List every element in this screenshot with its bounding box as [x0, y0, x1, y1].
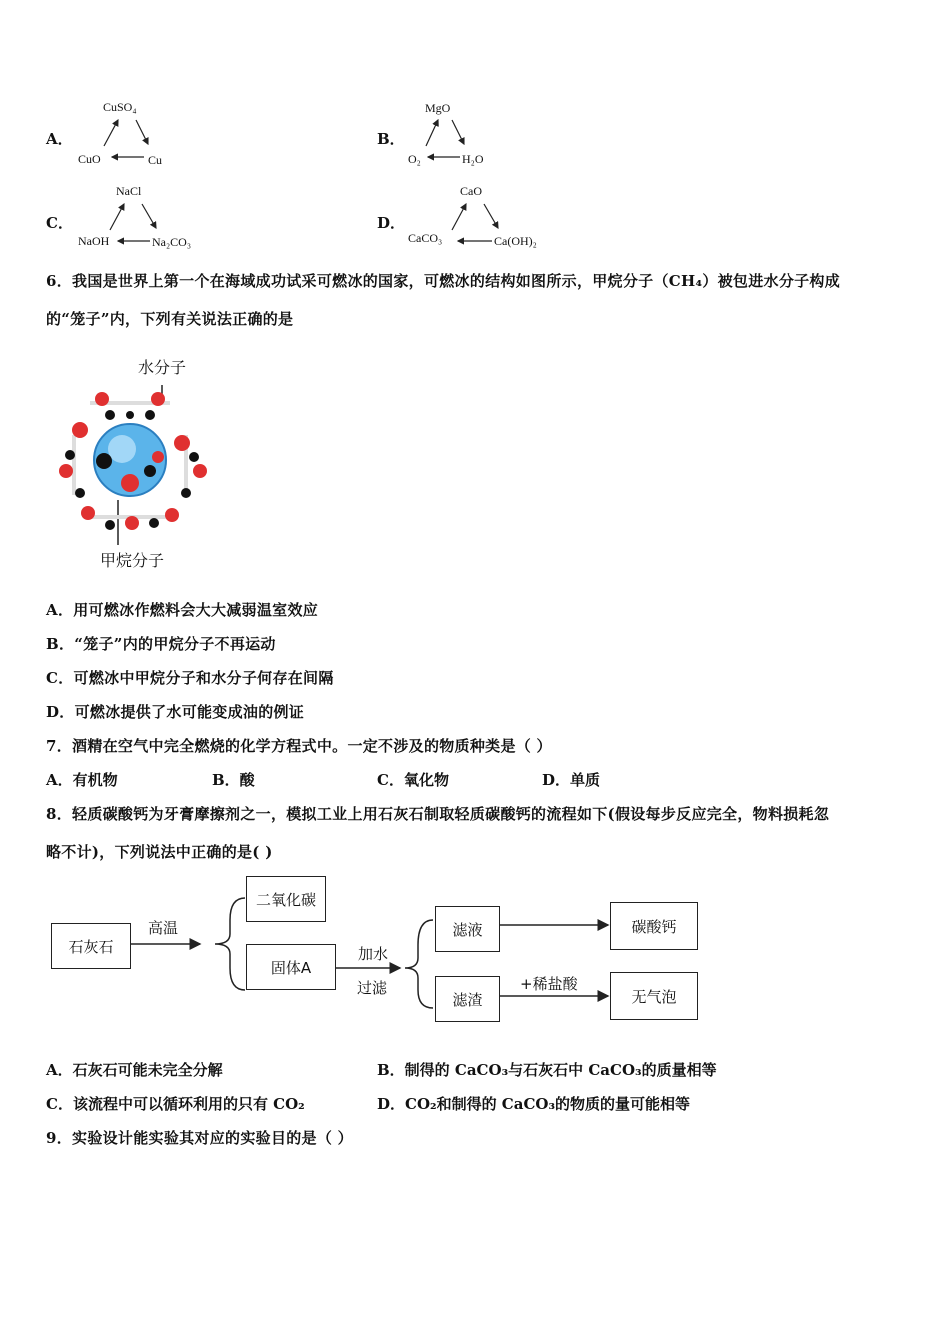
q5-a-arrows	[90, 112, 160, 162]
flow-box-limestone: 石灰石	[51, 923, 131, 969]
q5-b-right: H₂O	[462, 152, 484, 166]
figure-label-methane: 甲烷分子	[100, 551, 165, 570]
flow-label-filter: 过滤	[357, 979, 388, 997]
q6-option-d: D．可燃冰提供了水可能变成油的例证	[46, 703, 305, 721]
q7-option-a: A．有机物	[46, 771, 118, 789]
flow-label-high-temp: 高温	[148, 919, 179, 937]
q8-option-c: C．该流程中可以循环利用的只有 CO₂	[46, 1095, 305, 1113]
q8-option-b: B．制得的 CaCO₃与石灰石中 CaCO₃的质量相等	[377, 1061, 717, 1079]
q5-c-arrows	[96, 196, 176, 246]
q5-b-top: MgO	[425, 101, 451, 115]
q5-d-right: Ca(OH)₂	[494, 234, 537, 248]
q9-stem: 9．实验设计能实验其对应的实验目的是（ ）	[46, 1129, 353, 1147]
q5-b-arrows	[412, 112, 482, 162]
q5-c-left: NaOH	[78, 234, 110, 248]
q8-option-a: A．石灰石可能未完全分解	[46, 1061, 223, 1079]
flow-box-caco3: 碳酸钙	[610, 902, 698, 950]
q5-d-arrows	[440, 196, 520, 246]
combustible-ice-figure	[50, 375, 220, 550]
flow-box-solid-a: 固体A	[246, 944, 336, 990]
q6-stem-line1: 6．我国是世界上第一个在海域成功试采可燃冰的国家，可燃冰的结构如图所示，甲烷分子（CH₄）被包进水分子构成	[46, 272, 841, 290]
q7-option-d: D．单质	[542, 771, 601, 789]
q6-option-b: B．“笼子”内的甲烷分子不再运动	[46, 635, 276, 653]
q7-option-c: C．氧化物	[377, 771, 449, 789]
q7-stem: 7．酒精在空气中完全燃烧的化学方程式中。一定不涉及的物质种类是（ ）	[46, 737, 552, 755]
q5-a-top: CuSO₄	[103, 100, 137, 114]
q6-option-a: A．用可燃冰作燃料会大大减弱温室效应	[46, 601, 319, 619]
q5-option-d-letter: D．	[377, 214, 406, 232]
q6-stem-line2: 的“笼子”内，下列有关说法正确的是	[46, 310, 294, 328]
q5-a-right: Cu	[148, 153, 163, 167]
q5-a-left: CuO	[78, 152, 101, 166]
flow-box-co2: 二氧化碳	[246, 876, 326, 922]
q5-d-top: CaO	[460, 184, 482, 198]
flow-box-residue: 滤渣	[435, 976, 500, 1022]
q6-option-c: C．可燃冰中甲烷分子和水分子何存在间隔	[46, 669, 334, 687]
flow-box-filtrate: 滤液	[435, 906, 500, 952]
q5-c-right: Na₂CO₃	[152, 235, 192, 249]
flow-box-no-bubbles: 无气泡	[610, 972, 698, 1020]
q8-option-d: D．CO₂和制得的 CaCO₃的物质的量可能相等	[377, 1095, 691, 1113]
q5-option-a-letter: A．	[46, 130, 73, 148]
q5-c-top: NaCl	[116, 184, 142, 198]
q5-option-c-letter: C．	[46, 214, 73, 232]
q5-b-left: O₂	[408, 152, 421, 166]
figure-label-water: 水分子	[138, 358, 187, 377]
q5-d-left: CaCO₃	[408, 231, 443, 245]
flow-label-add-water: 加水	[358, 945, 389, 963]
q8-stem-line2: 略不计)，下列说法中正确的是( )	[46, 843, 273, 861]
flow-label-dilute-hcl: +稀盐酸	[520, 975, 578, 993]
q7-option-b: B．酸	[212, 771, 255, 789]
q8-stem-line1: 8．轻质碳酸钙为牙膏摩擦剂之一，模拟工业上用石灰石制取轻质碳酸钙的流程如下(假设每步反应完全，物料损耗忽	[46, 805, 830, 823]
q5-option-b-letter: B．	[377, 130, 405, 148]
